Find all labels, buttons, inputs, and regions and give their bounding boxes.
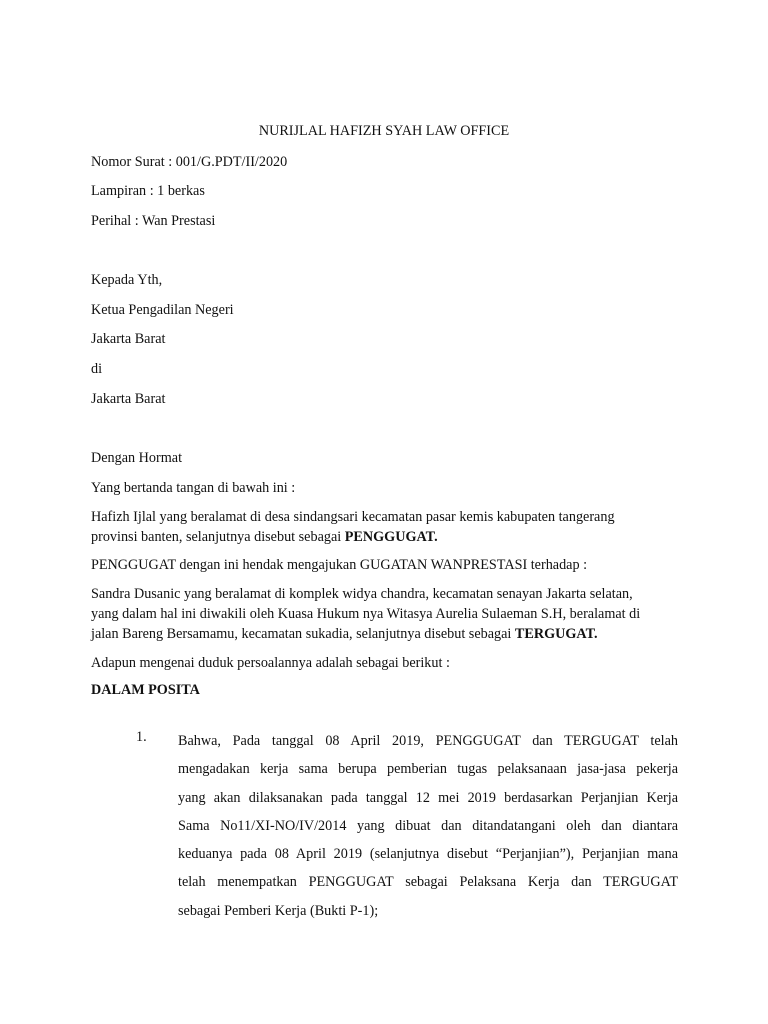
salutation: Dengan Hormat bbox=[91, 450, 183, 466]
posita-line: telah menempatkan PENGGUGAT sebagai Pelaksana Kerja dan TERGUGAT bbox=[178, 874, 678, 891]
defendant-line-2: yang dalam hal ini diwakili oleh Kuasa Hukum nya Witasya Aurelia Sulaeman S.H, beralamat di bbox=[91, 606, 641, 622]
plaintiff-paragraph bbox=[91, 507, 681, 547]
section-heading: DALAM POSITA bbox=[91, 682, 200, 698]
plaintiff-line-2 bbox=[91, 527, 681, 547]
posita-line: mengadakan kerja sama berupa pemberian tugas pelaksanaan jasa-jasa pekerja bbox=[178, 761, 678, 778]
plaintiff-line-2-text: provinsi banten, selanjutnya disebut sebagai bbox=[91, 529, 345, 545]
posita-line: yang akan dilaksanakan pada tanggal 12 mei 2019 berdasarkan Perjanjian Kerja bbox=[178, 789, 678, 806]
defendant-line-3 bbox=[91, 624, 681, 644]
claim-statement: PENGGUGAT dengan ini hendak mengajukan GUGATAN WANPRESTASI terhadap : bbox=[91, 557, 588, 573]
defendant-paragraph bbox=[91, 584, 681, 644]
plaintiff-line-1: Hafizh Ijlal yang beralamat di desa sindangsari kecamatan pasar kemis kabupaten tangerang bbox=[91, 509, 615, 525]
recipient-line-4: Jakarta Barat bbox=[91, 391, 166, 407]
recipient-line-2: Jakarta Barat bbox=[91, 331, 166, 347]
recipient-line-1: Ketua Pengadilan Negeri bbox=[91, 302, 234, 318]
recipient-line-3: di bbox=[91, 361, 103, 377]
attachment-line: Lampiran : 1 berkas bbox=[91, 183, 205, 199]
posita-line: sebagai Pemberi Kerja (Bukti P-1); bbox=[178, 902, 379, 919]
posita-item-number: 1. bbox=[136, 729, 147, 745]
plaintiff-designation: PENGGUGAT. bbox=[344, 529, 438, 545]
subject-line: Perihal : Wan Prestasi bbox=[91, 213, 216, 229]
defendant-designation: TERGUGAT. bbox=[514, 626, 598, 642]
posita-line: Sama No11/XI-NO/IV/2014 yang dibuat dan ditandatangani oleh dan diantara bbox=[178, 817, 678, 834]
defendant-line-1: Sandra Dusanic yang beralamat di komplek widya chandra, kecamatan senayan Jakarta selatan, bbox=[91, 586, 633, 602]
posita-item-text bbox=[178, 727, 678, 925]
posita-line: keduanya pada 08 April 2019 (selanjutnya disebut “Perjanjian”), Perjanjian mana bbox=[178, 846, 678, 863]
office-title: NURIJLAL HAFIZH SYAH LAW OFFICE bbox=[258, 123, 510, 139]
recipient-greeting: Kepada Yth, bbox=[91, 272, 163, 288]
letter-number: Nomor Surat : 001/G.PDT/II/2020 bbox=[91, 154, 288, 170]
posita-line: Bahwa, Pada tanggal 08 April 2019, PENGGUGAT dan TERGUGAT telah bbox=[178, 733, 678, 749]
case-intro: Adapun mengenai duduk persoalannya adalah sebagai berikut : bbox=[91, 655, 450, 671]
defendant-line-3-text: jalan Bareng Bersamamu, kecamatan sukadia, selanjutnya disebut sebagai bbox=[91, 626, 515, 642]
intro-line: Yang bertanda tangan di bawah ini : bbox=[91, 480, 296, 496]
